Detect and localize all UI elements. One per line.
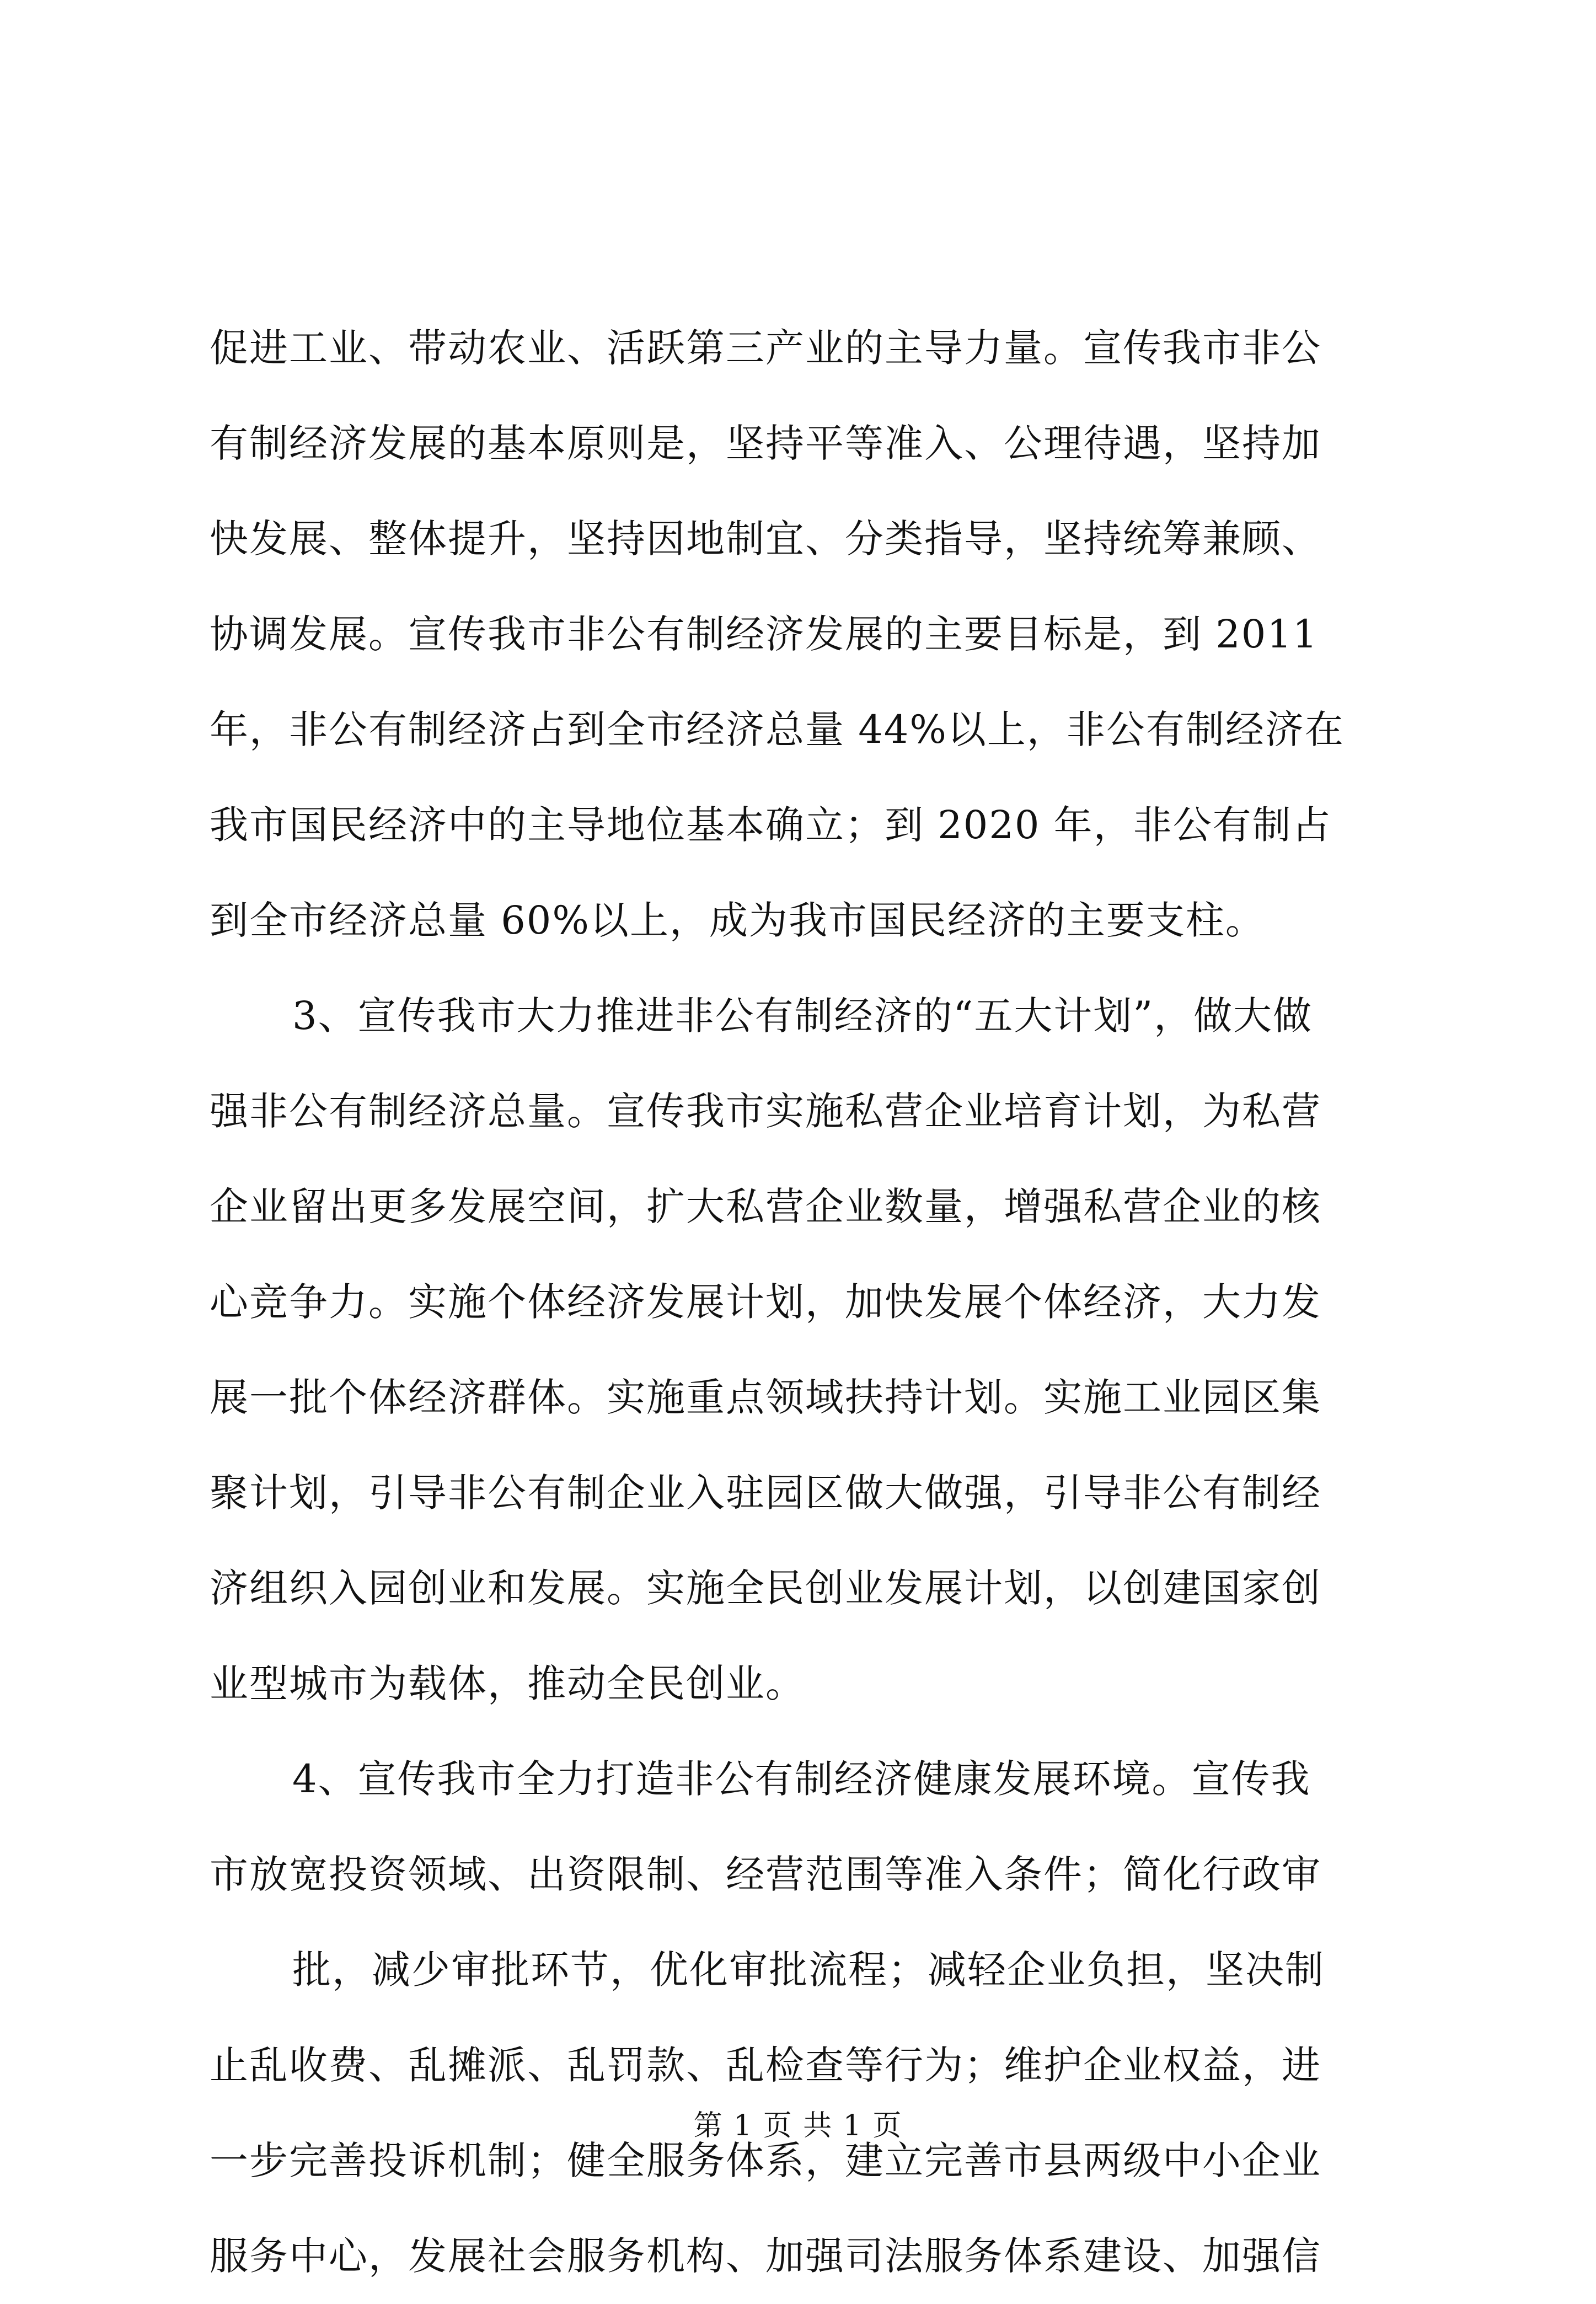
text-line: 展一批个体经济群体。实施重点领域扶持计划。实施工业园区集 <box>210 1375 1321 1420</box>
text-line: 有制经济发展的基本原则是，坚持平等准入、公理待遇，坚持加 <box>210 421 1321 466</box>
text-line: 服务中心，发展社会服务机构、加强司法服务体系建设、加强信 <box>210 2233 1321 2279</box>
text-line: 促进工业、带动农业、活跃第三产业的主导力量。宣传我市非公 <box>210 325 1321 371</box>
text-line: 企业留出更多发展空间，扩大私营企业数量，增强私营企业的核 <box>210 1184 1321 1229</box>
text-line: 一步完善投诉机制；健全服务体系，建立完善市县两级中小企业 <box>210 2138 1321 2183</box>
text-line: 强非公有制经济总量。宣传我市实施私营企业培育计划，为私营 <box>210 1089 1321 1134</box>
text-line: 批，减少审批环节，优化审批流程；减轻企业负担，坚决制 <box>292 1947 1325 1992</box>
document-body <box>210 301 1395 2304</box>
text-line: 到全市经济总量 60%以上，成为我市国民经济的主要支柱。 <box>210 898 1265 943</box>
text-line: 我市国民经济中的主导地位基本确立；到 2020 年，非公有制占 <box>210 802 1332 848</box>
text-line: 快发展、整体提升，坚持因地制宜、分类指导，坚持统筹兼顾、 <box>210 516 1321 561</box>
text-line: 业型城市为载体，推动全民创业。 <box>210 1661 805 1706</box>
text-line: 4、宣传我市全力打造非公有制经济健康发展环境。宣传我 <box>292 1756 1311 1802</box>
text-line: 市放宽投资领域、出资限制、经营范围等准入条件；简化行政审 <box>210 1852 1321 1897</box>
text-line: 心竞争力。实施个体经济发展计划，加快发展个体经济，大力发 <box>210 1279 1321 1325</box>
text-line: 止乱收费、乱摊派、乱罚款、乱检查等行为；维护企业权益，进 <box>210 2043 1321 2088</box>
text-line: 聚计划，引导非公有制企业入驻园区做大做强，引导非公有制经 <box>210 1470 1321 1515</box>
page-footer: 第 1 页 共 1 页 <box>693 2109 903 2142</box>
text-line: 年，非公有制经济占到全市经济总量 44%以上，非公有制经济在 <box>210 707 1345 752</box>
text-line: 协调发展。宣传我市非公有制经济发展的主要目标是，到 2011 <box>210 612 1319 657</box>
text-line: 3、宣传我市大力推进非公有制经济的“五大计划”，做大做 <box>292 993 1313 1038</box>
text-line: 济组织入园创业和发展。实施全民创业发展计划，以创建国家创 <box>210 1566 1321 1611</box>
